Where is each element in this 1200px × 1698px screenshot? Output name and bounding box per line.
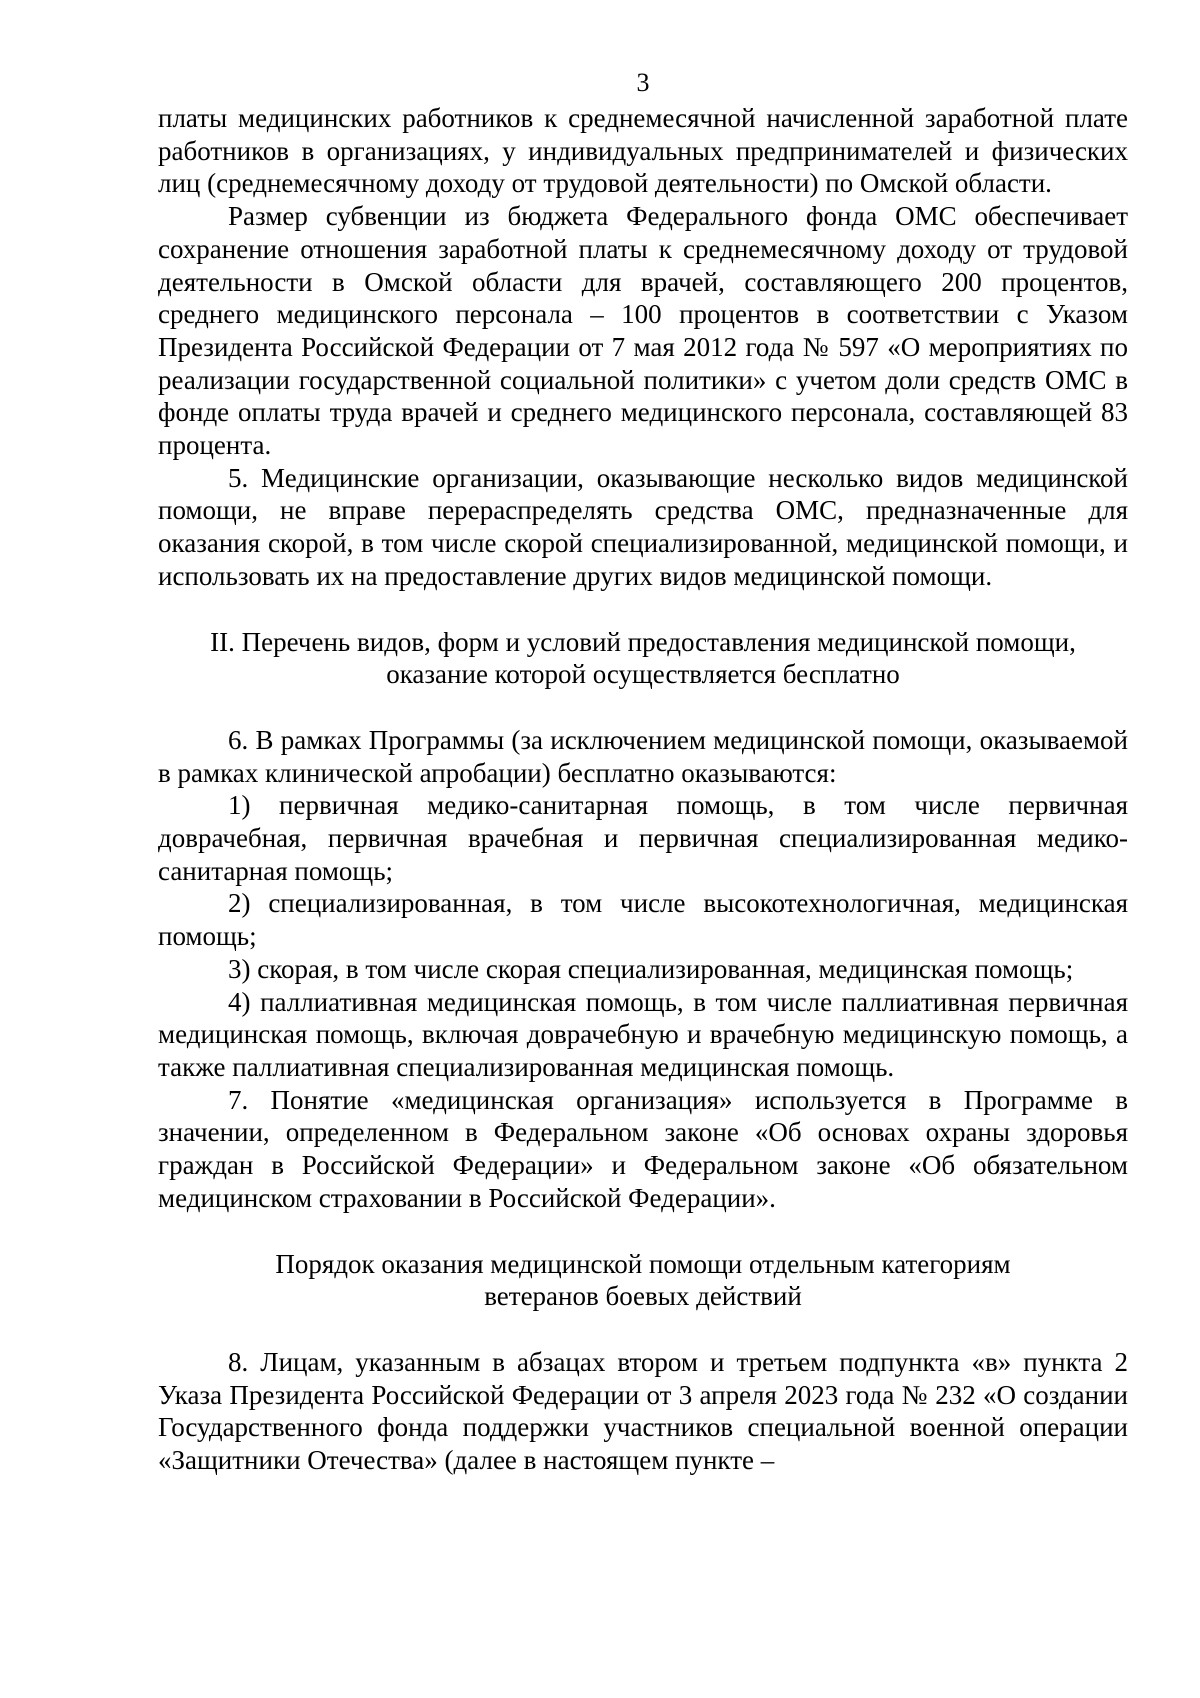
paragraph-subitem-4: 4) паллиативная медицинская помощь, в том числе паллиативная первичная медицинская помощь, включая доврачебную и врачебную медицинскую помощь, а также паллиативная специализированная медицинская помощь. <box>158 986 1128 1082</box>
paragraph-subvention: Размер субвенции из бюджета Федерального фонда ОМС обеспечивает сохранение отношения заработной платы к среднемесячному доходу от трудовой деятельности в Омской области для врачей, составляющего 200 процентов, среднего медицинского персонала – 100 процентов в соответствии с Указом Президента Российской Федерации от 7 мая 2012 года № 597 «О мероприятиях по реализации государственной социальной политики» с учетом доли средств ОМС в фонде оплаты труда врачей и среднего медицинского персонала, составляющей 83 процента. <box>158 201 1128 461</box>
paragraph-subitem-3: 3) скорая, в том числе скорая специализированная, медицинская помощь; <box>228 953 1074 984</box>
section-3-body <box>158 1346 1128 1477</box>
paragraph-subitem-2: 2) специализированная, в том числе высокотехнологичная, медицинская помощь; <box>158 888 1128 952</box>
section-2-heading <box>158 626 1128 691</box>
section-2-body <box>158 724 1128 1215</box>
section-3-heading-line-1: Порядок оказания медицинской помощи отдельным категориям <box>275 1248 1011 1279</box>
document-page <box>158 68 1128 1477</box>
section-3-heading <box>158 1248 1128 1313</box>
page-number: 3 <box>636 68 650 97</box>
section-3-heading-line-2: ветеранов боевых действий <box>484 1281 802 1312</box>
paragraph-item-6: 6. В рамках Программы (за исключением медицинской помощи, оказываемой в рамках клинической апробации) бесплатно оказываются: <box>158 724 1128 788</box>
section-2-heading-line-1: II. Перечень видов, форм и условий предоставления медицинской помощи, <box>210 626 1076 657</box>
paragraph-subitem-1: 1) первичная медико-санитарная помощь, в том числе первичная доврачебная, первичная врачебная и первичная специализированная медико-санитарная помощь; <box>158 790 1128 886</box>
paragraph-item-5: 5. Медицинские организации, оказывающие несколько видов медицинской помощи, не вправе перераспределять средства ОМС, предназначенные для оказания скорой, в том числе скорой специализированной, медицинской помощи, и использовать их на предоставление других видов медицинской помощи. <box>158 462 1128 591</box>
section-2-heading-line-2: оказание которой осуществляется бесплатно <box>386 659 900 690</box>
paragraph-continuation: платы медицинских работников к среднемесячной начисленной заработной плате работников в организациях, у индивидуальных предпринимателей и физических лиц (среднемесячному доходу от трудовой деятельности) по Омской области. <box>158 103 1128 199</box>
paragraph-item-7: 7. Понятие «медицинская организация» используется в Программе в значении, определенном в Федеральном законе «Об основах охраны здоровья граждан в Российской Федерации» и Федеральном законе «Об обязательном медицинском страховании в Российской Федерации». <box>158 1084 1128 1213</box>
paragraph-item-8: 8. Лицам, указанным в абзацах втором и третьем подпункта «в» пункта 2 Указа Президента Российской Федерации от 3 апреля 2023 года № 232 «О создании Государственного фонда поддержки участников специальной военной операции «Защитники Отечества» (далее в настоящем пункте – <box>158 1346 1128 1476</box>
